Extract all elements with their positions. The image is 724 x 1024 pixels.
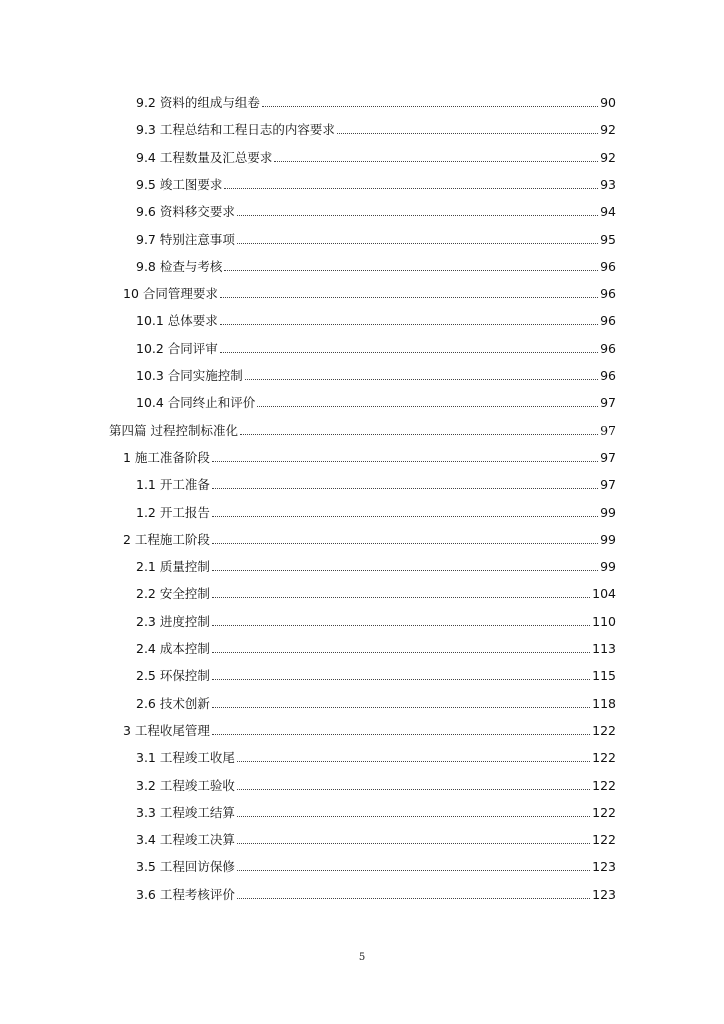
toc-leader-dots	[212, 487, 598, 489]
toc-leader-dots	[212, 678, 590, 680]
toc-leader-dots	[212, 515, 598, 517]
toc-entry[interactable]	[136, 339, 616, 359]
toc-entry[interactable]	[136, 830, 616, 850]
toc-entry-page: 123	[592, 886, 616, 902]
toc-entry[interactable]	[136, 393, 616, 413]
toc-entry-page: 122	[592, 804, 616, 820]
toc-entry[interactable]	[136, 311, 616, 331]
toc-entry-page: 90	[600, 95, 616, 110]
toc-entry-page: 94	[600, 204, 616, 220]
page-number: 5	[358, 952, 366, 963]
toc-entry[interactable]	[136, 175, 616, 195]
toc-entry-page: 92	[600, 122, 616, 138]
toc-entry[interactable]	[123, 721, 616, 741]
toc-entry-label: 第四篇 过程控制标准化	[109, 422, 238, 438]
toc-leader-dots	[237, 788, 590, 790]
toc-entry-label: 3.2 工程竣工验收	[136, 777, 235, 793]
toc-entry[interactable]	[136, 257, 616, 277]
toc-entry[interactable]	[136, 230, 616, 250]
toc-entry-page: 99	[600, 531, 616, 547]
toc-entry-page: 97	[600, 395, 616, 411]
toc-leader-dots	[212, 542, 598, 544]
toc-entry-page: 122	[592, 777, 616, 793]
toc-entry-label: 3.3 工程竣工结算	[136, 804, 235, 820]
toc-leader-dots	[212, 596, 590, 598]
toc-entry-label: 10 合同管理要求	[123, 286, 218, 302]
toc-entry[interactable]	[136, 120, 616, 140]
toc-entry[interactable]	[109, 421, 616, 441]
toc-entry-page: 92	[600, 149, 616, 165]
toc-entry-label: 1 施工准备阶段	[123, 449, 210, 465]
toc-leader-dots	[237, 214, 598, 216]
toc-entry-page: 115	[592, 668, 616, 684]
toc-entry-page: 122	[592, 750, 616, 766]
toc-entry-label: 2.5 环保控制	[136, 668, 210, 684]
toc-entry-label: 9.6 资料移交要求	[136, 204, 235, 220]
toc-leader-dots	[237, 815, 590, 817]
toc-entry-label: 9.3 工程总结和工程日志的内容要求	[136, 122, 335, 138]
toc-entry-page: 99	[600, 504, 616, 520]
toc-entry-label: 2.6 技术创新	[136, 695, 210, 711]
toc-entry-page: 122	[592, 832, 616, 848]
toc-entry-label: 2.4 成本控制	[136, 641, 210, 656]
toc-entry-label: 9.5 竣工图要求	[136, 176, 223, 192]
toc-entry-page: 96	[600, 340, 616, 356]
toc-entry-label: 3.5 工程回访保修	[136, 859, 235, 875]
toc-entry-label: 3 工程收尾管理	[123, 722, 210, 738]
toc-entry-label: 10.3 合同实施控制	[136, 368, 243, 383]
toc-entry[interactable]	[136, 366, 616, 386]
toc-entry-label: 9.8 检查与考核	[136, 258, 223, 274]
toc-entry[interactable]	[136, 557, 616, 577]
toc-entry-label: 10.4 合同终止和评价	[136, 395, 256, 411]
toc-entry[interactable]	[136, 776, 616, 796]
toc-entry-page: 97	[600, 422, 616, 438]
toc-leader-dots	[240, 433, 598, 435]
toc-entry-label: 9.2 资料的组成与组卷	[136, 95, 260, 110]
toc-entry[interactable]	[136, 148, 616, 168]
toc-leader-dots	[237, 869, 590, 871]
toc-entry-label: 1.1 开工准备	[136, 477, 210, 493]
toc-leader-dots	[220, 351, 598, 353]
toc-leader-dots	[257, 405, 598, 407]
toc-leader-dots	[274, 160, 598, 162]
toc-entry[interactable]	[136, 475, 616, 495]
toc-leader-dots	[262, 105, 598, 107]
toc-entry-page: 123	[592, 859, 616, 875]
toc-entry-page: 96	[600, 313, 616, 329]
toc-entry-page: 118	[592, 695, 616, 711]
toc-entry-label: 3.6 工程考核评价	[136, 886, 235, 902]
toc-entry-label: 10.2 合同评审	[136, 340, 218, 356]
toc-entry-page: 96	[600, 258, 616, 274]
toc-leader-dots	[245, 378, 598, 380]
toc-leader-dots	[237, 842, 590, 844]
toc-entry[interactable]	[123, 284, 616, 304]
toc-entry-label: 3.4 工程竣工决算	[136, 832, 235, 848]
toc-entry-label: 2 工程施工阶段	[123, 531, 210, 547]
toc-leader-dots	[212, 651, 590, 653]
toc-entry-page: 95	[600, 231, 616, 247]
toc-leader-dots	[337, 132, 598, 134]
toc-entry[interactable]	[136, 612, 616, 632]
toc-entry[interactable]	[136, 584, 616, 604]
toc-entry-label: 2.1 质量控制	[136, 559, 210, 575]
toc-entry-page: 99	[600, 559, 616, 575]
toc-entry-page: 113	[592, 641, 616, 656]
toc-entry[interactable]	[136, 639, 616, 659]
toc-entry[interactable]	[136, 694, 616, 714]
toc-entry[interactable]	[123, 530, 616, 550]
toc-entry-page: 96	[600, 286, 616, 302]
toc-entry-label: 3.1 工程竣工收尾	[136, 750, 235, 766]
toc-entry[interactable]	[136, 93, 616, 113]
toc-entry-label: 10.1 总体要求	[136, 313, 218, 329]
toc-entry-page: 97	[600, 449, 616, 465]
toc-entry-page: 104	[592, 586, 616, 602]
toc-entry-page: 110	[592, 613, 616, 629]
toc-entry-page: 93	[600, 176, 616, 192]
toc-leader-dots	[220, 296, 598, 298]
toc-entry-label: 1.2 开工报告	[136, 504, 210, 520]
toc-entry-label: 9.7 特别注意事项	[136, 231, 235, 247]
toc-entry[interactable]	[136, 803, 616, 823]
toc-leader-dots	[224, 269, 598, 271]
toc-leader-dots	[220, 323, 598, 325]
toc-leader-dots	[212, 733, 590, 735]
toc-entry[interactable]	[136, 748, 616, 768]
toc-entry-page: 122	[592, 722, 616, 738]
toc-entry-label: 2.3 进度控制	[136, 613, 210, 629]
toc-entry[interactable]	[136, 857, 616, 877]
toc-leader-dots	[212, 706, 590, 708]
toc-leader-dots	[212, 569, 598, 571]
toc-entry[interactable]	[136, 885, 616, 905]
toc-entry[interactable]	[136, 202, 616, 222]
toc-entry-page: 96	[600, 368, 616, 383]
toc-leader-dots	[212, 460, 598, 462]
toc-entry-page: 97	[600, 477, 616, 493]
toc-entry[interactable]	[136, 503, 616, 523]
toc-entry[interactable]	[136, 666, 616, 686]
toc-leader-dots	[224, 187, 598, 189]
toc-leader-dots	[212, 624, 590, 626]
toc-entry-label: 2.2 安全控制	[136, 586, 210, 602]
toc-leader-dots	[237, 242, 598, 244]
toc-entry[interactable]	[123, 448, 616, 468]
toc-leader-dots	[237, 760, 590, 762]
toc-leader-dots	[237, 897, 590, 899]
toc-entry-label: 9.4 工程数量及汇总要求	[136, 149, 273, 165]
